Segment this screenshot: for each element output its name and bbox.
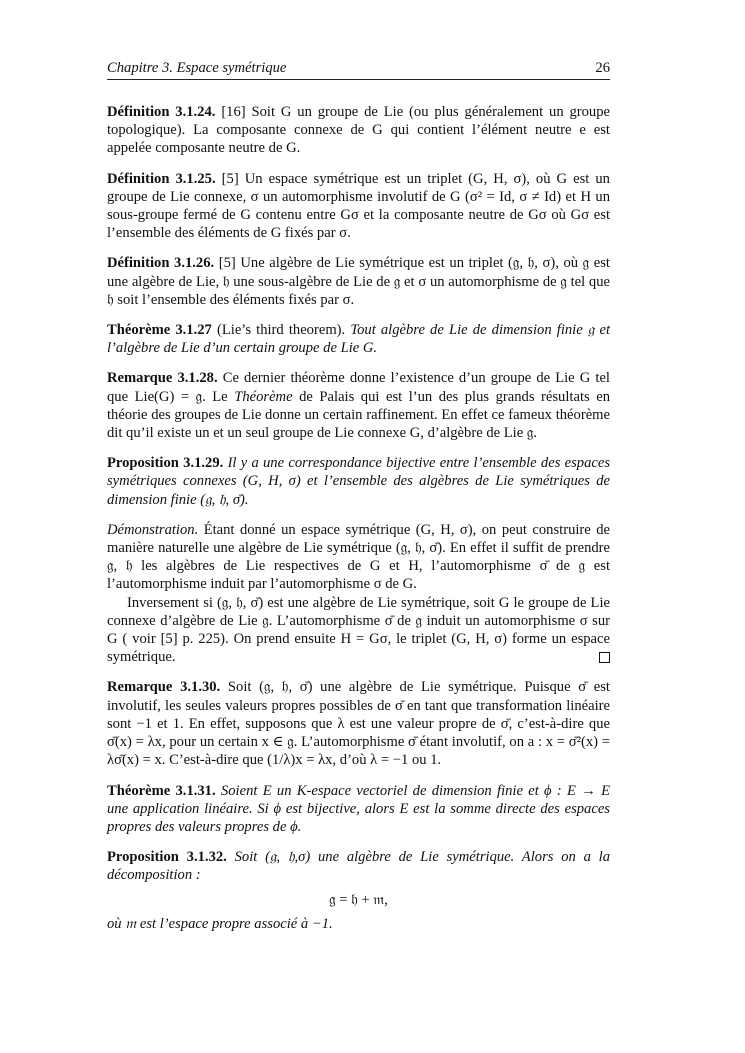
definition-label: Définition 3.1.25. xyxy=(107,170,216,187)
page-body xyxy=(107,103,610,939)
proof-text-2: Inversement si (𝔤, 𝔥, σ̄) est une algèbre de Lie symétrique, soit G le groupe de Lie connexe d’algèbre de Lie 𝔤. L’automorphisme σ̄ de 𝔤 induit un automorphisme σ sur G ( voir [5] p. 225). On prend ensuite H = Gσ, le triplet (G, H, σ) forme un espace symétrique. xyxy=(107,594,610,666)
remark-text-emphasis: Théorème xyxy=(234,388,293,405)
proof-paragraph-1 xyxy=(107,521,610,594)
definition-label: Définition 3.1.24. xyxy=(107,104,216,120)
remark-3-1-28 xyxy=(107,369,610,442)
proof-paragraph-2 xyxy=(107,594,610,667)
proposition-label: Proposition 3.1.32. xyxy=(107,849,227,866)
definition-text: [5] Une algèbre de Lie symétrique est un triplet (𝔤, 𝔥, σ), où 𝔤 est une algèbre de Lie, 𝔥 une sous-algèbre de Lie de 𝔤 et σ un automorphisme de 𝔤 tel que 𝔥 soit l’ensemble des éléments fixés par σ. xyxy=(107,255,610,308)
remark-label: Remarque 3.1.30. xyxy=(107,679,221,696)
proof-label: Démonstration. xyxy=(107,521,199,538)
remark-label: Remarque 3.1.28. xyxy=(107,370,218,387)
definition-text: [5] Un espace symétrique est un triplet (G, H, σ), où G est un groupe de Lie connexe, σ un automorphisme involutif de G (σ² = Id, σ ≠ Id) et H un sous-groupe fermé de G contenu entre Gσ et la composante neutre de Gσ où Gσ est l’ensemble des éléments de G fixés par σ. xyxy=(107,170,610,242)
remark-text: Soit (𝔤, 𝔥, σ̄) une algèbre de Lie symétrique. Puisque σ̄ est involutif, les seules valeurs propres possibles de σ̄ en tant que transformation linéaire sont −1 et 1. En effet, supposons que λ est une valeur propre de σ̄, c’est-à-dire que σ̄(x) = λx, pour un certain x ∈ 𝔤. L’automorphisme σ̄ étant involutif, on a : x = σ̄²(x) = λσ̄(x) = x. C’est-à-dire que (1/λ)x = λx, d’où λ = −1 ou 1. xyxy=(107,679,610,769)
theorem-label: Théorème 3.1.31. xyxy=(107,782,216,799)
proposition-label: Proposition 3.1.29. xyxy=(107,455,224,472)
chapter-title: Chapitre 3. Espace symétrique xyxy=(107,60,287,76)
remark-text-b: de Palais qui est l’un des plus grands résultats en théorie des groupes de Lie donne un certain raffinement. En effet ce fameux théorème dit qu’il existe un et un seul groupe de Lie connexe G, d’algèbre de Lie 𝔤. xyxy=(107,388,610,442)
theorem-3-1-31 xyxy=(107,782,610,837)
definition-text: [16] Soit G un groupe de Lie (ou plus généralement un groupe topologique). La composante connexe de G qui contient l’élément neutre e est appelée composante neutre de G. xyxy=(107,104,610,157)
definition-label: Définition 3.1.26. xyxy=(107,255,215,272)
decomposition-formula: 𝔤 = 𝔥 + 𝔪, xyxy=(329,891,388,908)
proposition-text: Il y a une correspondance bijective entre l’ensemble des espaces symétriques connexes (G, H, σ) et l’ensemble des algèbres de Lie symétriques de dimension finie (𝔤, 𝔥, σ̄). xyxy=(107,455,611,508)
theorem-text: Tout algèbre de Lie de dimension finie 𝔤 et l’algèbre de Lie d’un certain groupe de Lie G. xyxy=(107,322,610,357)
remark-text-a: Ce dernier théorème donne l’existence d’un groupe de Lie G tel que Lie(G) = 𝔤. Le xyxy=(107,370,610,405)
qed-square-icon xyxy=(599,652,610,663)
definition-3-1-26 xyxy=(107,254,610,309)
theorem-3-1-27 xyxy=(107,321,610,357)
definition-3-1-24 xyxy=(107,103,610,158)
proof-text-1: Étant donné un espace symétrique (G, H, σ), on peut construire de manière naturelle une algèbre de Lie symétrique (𝔤, 𝔥, σ̄). En effet il suffit de prendre 𝔤, 𝔥 les algèbres de Lie respectives de G et H, l’automorphisme σ̄ de 𝔤 est l’automorphisme induit par l’automorphisme σ de G. xyxy=(107,521,610,593)
proposition-3-1-32 xyxy=(107,848,610,933)
page-number: 26 xyxy=(595,60,610,76)
proof xyxy=(107,521,610,667)
proposition-statement xyxy=(107,848,610,884)
definition-3-1-25 xyxy=(107,170,610,243)
proposition-3-1-29 xyxy=(107,454,610,509)
theorem-label-extra: (Lie’s third theorem). xyxy=(216,322,346,339)
running-header xyxy=(107,59,610,80)
theorem-text: Soient E un K-espace vectoriel de dimension finie et ϕ : E → E une application linéaire. Si ϕ est bijective, alors E est la somme directe des espaces propres des valeurs propres de ϕ. xyxy=(107,782,611,835)
remark-3-1-30 xyxy=(107,678,610,769)
proposition-after-text: où 𝔪 est l’espace propre associé à −1. xyxy=(107,915,333,932)
proposition-text: Soit (𝔤, 𝔥,σ) une algèbre de Lie symétrique. Alors on a la décomposition : xyxy=(107,849,610,884)
theorem-label: Théorème 3.1.27 xyxy=(107,322,212,339)
